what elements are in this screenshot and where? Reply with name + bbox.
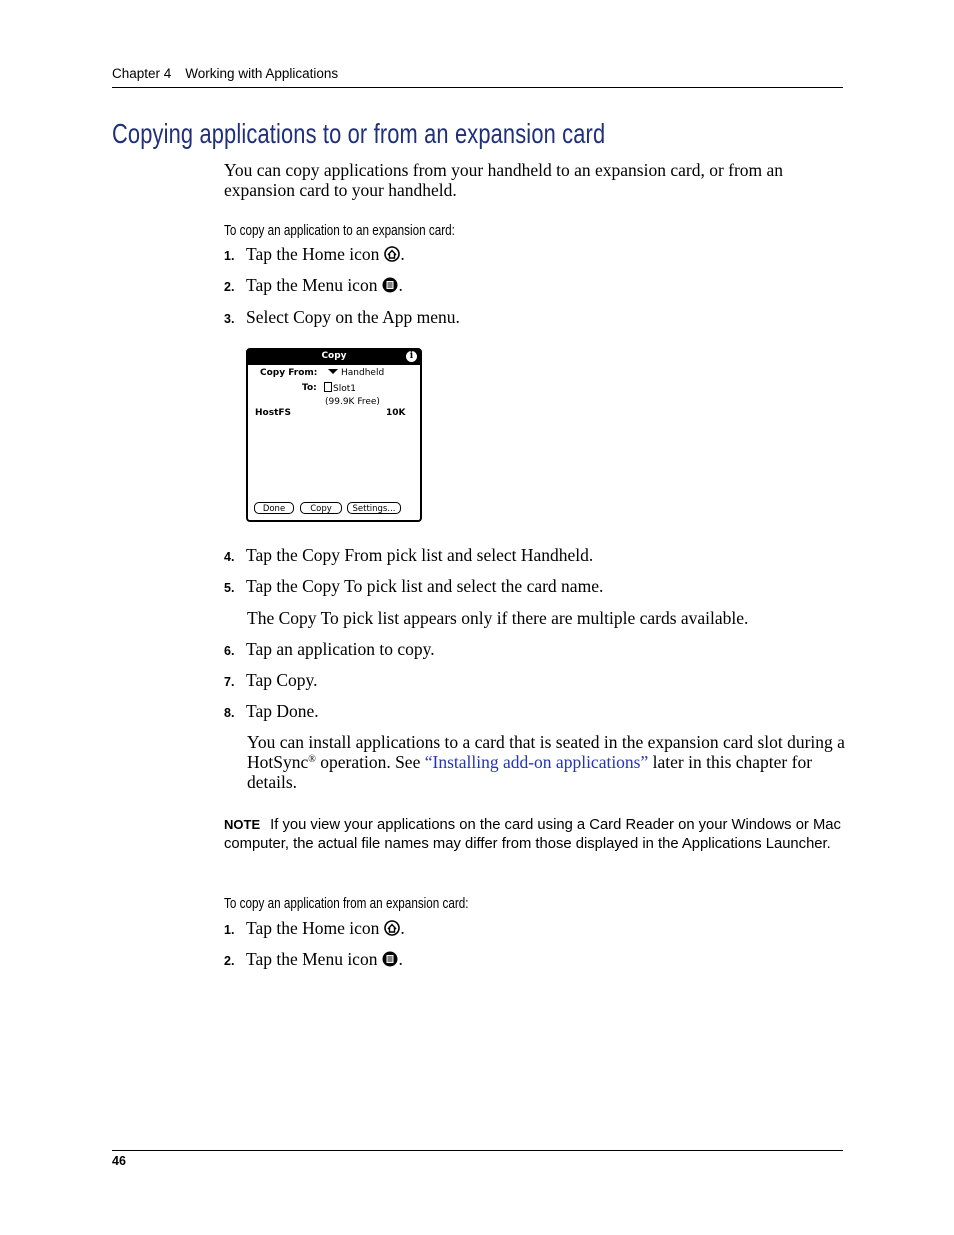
copy-from-label: Copy From: [260, 368, 318, 378]
card-icon [324, 382, 332, 392]
step-8-to [224, 701, 319, 723]
step-8-note-text: You can install applications to a card that is seated in the expansion card slot during a HotSync [247, 732, 845, 772]
app-row-size: 10K [386, 408, 406, 418]
step-8-note [247, 732, 847, 792]
step-number: 2. [224, 280, 235, 294]
step-4-to [224, 545, 593, 567]
step-number: 1. [224, 923, 235, 937]
page-number: 46 [112, 1154, 126, 1168]
step-number: 5. [224, 581, 235, 595]
step-8-note-after: later in this chapter for details. [247, 752, 813, 792]
note-text: If you view your applications on the card using a Card Reader on your Windows or Mac computer, the actual file names may differ from those displayed in the Applications Launcher. [224, 817, 841, 852]
note-paragraph [224, 816, 849, 853]
settings-button[interactable]: Settings... [347, 502, 401, 514]
chapter-label: Chapter 4 [112, 66, 172, 81]
step-number: 4. [224, 550, 235, 564]
app-row-name[interactable]: HostFS [255, 408, 292, 418]
step-number: 2. [224, 954, 235, 968]
menu-icon [382, 277, 398, 297]
to-picklist[interactable] [324, 382, 356, 394]
step-number: 8. [224, 706, 235, 720]
dialog-title: Copy [321, 351, 347, 361]
step-5-note: The Copy To pick list appears only if there are multiple cards available. [247, 608, 749, 628]
registered-mark: ® [308, 754, 316, 765]
to-value: Slot1 [333, 384, 356, 394]
step-3-to [224, 307, 460, 329]
footer-rule [112, 1150, 843, 1151]
step-text: Tap the Copy To pick list and select the card name. [246, 576, 604, 596]
note-label: NOTE [224, 817, 261, 832]
step-2-from [224, 949, 403, 971]
step-5-to [224, 576, 603, 598]
intro-paragraph: You can copy applications from your handheld to an expansion card, or from an expansion card to your handheld. [224, 160, 784, 200]
section-title: Copying applications to or from an expansion card [112, 118, 606, 149]
menu-icon [382, 951, 398, 971]
installing-addon-link[interactable]: “Installing add-on applications” [424, 752, 649, 772]
step-6-to [224, 639, 435, 661]
step-1-from [224, 918, 405, 940]
done-button[interactable]: Done [254, 502, 294, 514]
procedure-heading-from-card: To copy an application from an expansion card: [224, 895, 469, 912]
step-text: Tap the Menu icon [246, 949, 378, 969]
step-text: Tap the Menu icon [246, 275, 378, 295]
step-number: 6. [224, 644, 235, 658]
copy-from-value: Handheld [341, 368, 385, 378]
step-text: Tap Done. [246, 701, 319, 721]
dialog-titlebar [248, 350, 420, 365]
step-1-to [224, 244, 405, 266]
step-number: 7. [224, 675, 235, 689]
step-text: Tap the Copy From pick list and select Handheld. [246, 545, 594, 565]
step-suffix: . [400, 244, 405, 264]
copy-dialog-screenshot [246, 348, 422, 522]
step-2-to [224, 275, 403, 297]
home-icon [384, 920, 400, 940]
procedure-heading-to-card: To copy an application to an expansion card: [224, 222, 455, 239]
step-suffix: . [400, 918, 405, 938]
step-8-note-middle: operation. See [315, 752, 425, 772]
step-number: 3. [224, 312, 235, 326]
step-text: Tap the Home icon [246, 244, 380, 264]
step-suffix: . [398, 949, 403, 969]
step-number: 1. [224, 249, 235, 263]
copy-from-picklist[interactable] [328, 368, 384, 378]
step-text: Tap the Home icon [246, 918, 380, 938]
to-label: To: [302, 383, 317, 393]
header-rule [112, 87, 843, 88]
step-suffix: . [398, 275, 403, 295]
step-text: Tap Copy. [246, 670, 318, 690]
step-text: Select Copy on the App menu. [246, 307, 460, 327]
info-icon[interactable]: i [406, 351, 417, 362]
home-icon [384, 246, 400, 266]
copy-button[interactable]: Copy [300, 502, 342, 514]
chapter-title: Working with Applications [185, 66, 339, 81]
step-text: Tap an application to copy. [246, 639, 435, 659]
step-7-to [224, 670, 318, 692]
free-space: (99.9K Free) [325, 397, 380, 407]
chevron-down-icon [328, 369, 338, 374]
running-header [112, 66, 338, 81]
